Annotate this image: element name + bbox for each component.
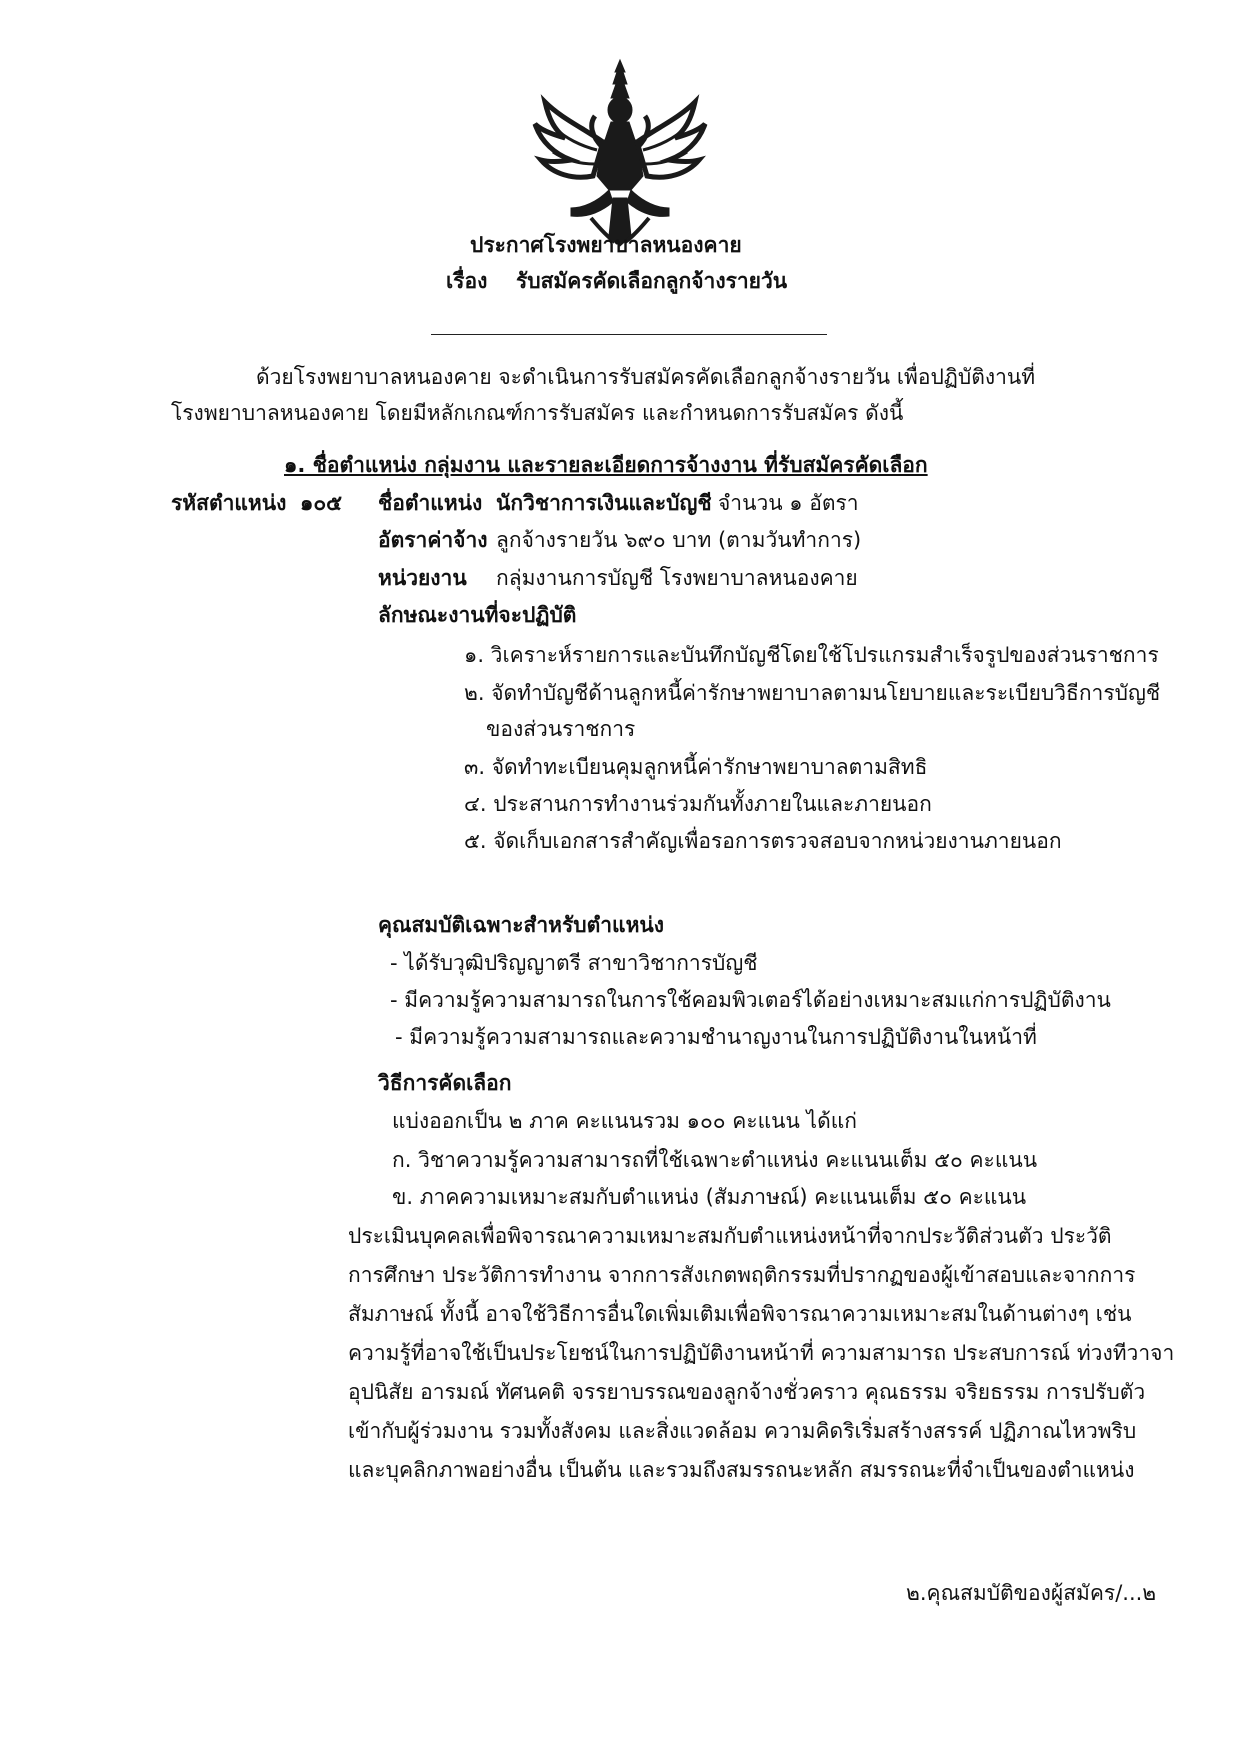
duty-item: ๓. จัดทำทะเบียนคุมลูกหนี้ค่ารักษาพยาบาลตามสิทธิ — [464, 755, 928, 779]
duties-label: ลักษณะงานที่จะปฏิบัติ — [378, 603, 577, 627]
wage-value: ลูกจ้างรายวัน ๖๙๐ บาท (ตามวันทำการ) — [496, 528, 862, 552]
section-1-heading: ๑. ชื่อตำแหน่ง กลุ่มงาน และรายละเอียดการจ้างงาน ที่รับสมัครคัดเลือก — [284, 453, 928, 477]
selection-paragraph-line: สัมภาษณ์ ทั้งนี้ อาจใช้วิธีการอื่นใดเพิ่มเติมเพื่อพิจารณาความเหมาะสมในด้านต่างๆ เช่น — [348, 1302, 1132, 1326]
selection-paragraph-line: เข้ากับผู้ร่วมงาน รวมทั้งสังคม และสิ่งแวดล้อม ความคิดริเริ่มสร้างสรรค์ ปฏิภาณไหวพริบ — [348, 1419, 1137, 1443]
selection-paragraph-line: การศึกษา ประวัติการทำงาน จากการสังเกตพฤติกรรมที่ปรากฏของผู้เข้าสอบและจากการ — [348, 1263, 1136, 1287]
selection-paragraph-line: ความรู้ที่อาจใช้เป็นประโยชน์ในการปฏิบัติงานหน้าที่ ความสามารถ ประสบการณ์ ท่วงทีวาจา — [348, 1341, 1175, 1365]
selection-paragraph-line: และบุคลิกภาพอย่างอื่น เป็นต้น และรวมถึงสมรรถนะหลัก สมรรถนะที่จำเป็นของตำแหน่ง — [348, 1458, 1135, 1482]
unit-value: กลุ่มงานการบัญชี โรงพยาบาลหนองคาย — [496, 566, 858, 590]
selection-heading: วิธีการคัดเลือก — [378, 1071, 512, 1095]
duty-item-continued: ของส่วนราชการ — [486, 717, 636, 741]
duty-item: ๕. จัดเก็บเอกสารสำคัญเพื่อรอการตรวจสอบจากหน่วยงานภายนอก — [464, 829, 1062, 853]
position-name-label: ชื่อตำแหน่ง — [378, 491, 483, 515]
selection-line: ก. วิชาความรู้ความสามารถที่ใช้เฉพาะตำแหน่ง คะแนนเต็ม ๕๐ คะแนน — [392, 1148, 1038, 1172]
position-code-label: รหัสตำแหน่ง — [171, 491, 287, 515]
qualification-item: - มีความรู้ความสามารถและความชำนาญงานในการปฏิบัติงานในหน้าที่ — [395, 1025, 1037, 1049]
selection-line: แบ่งออกเป็น ๒ ภาค คะแนนรวม ๑๐๐ คะแนน ได้แก่ — [392, 1109, 857, 1133]
wage-label: อัตราค่าจ้าง — [378, 528, 488, 552]
continuation-note: ๒.คุณสมบัติของผู้สมัคร/...๒ — [906, 1581, 1157, 1605]
intro-line-2: โรงพยาบาลหนองคาย โดยมีหลักเกณฑ์การรับสมัคร และกำหนดการรับสมัคร ดังนี้ — [171, 401, 904, 425]
selection-paragraph-line: อุปนิสัย อารมณ์ ทัศนคติ จรรยาบรรณของลูกจ้างชั่วคราว คุณธรรม จริยธรรม การปรับตัว — [348, 1380, 1146, 1404]
announcement-title: ประกาศโรงพยาบาลหนองคาย — [470, 233, 742, 257]
garuda-emblem-icon — [531, 58, 709, 248]
subject-label: เรื่อง — [446, 269, 488, 293]
duty-item: ๒. จัดทำบัญชีด้านลูกหนี้ค่ารักษาพยาบาลตามนโยบายและระเบียบวิธีการบัญชี — [464, 681, 1161, 705]
selection-paragraph-line: ประเมินบุคคลเพื่อพิจารณาความเหมาะสมกับตำแหน่งหน้าที่จากประวัติส่วนตัว ประวัติ — [348, 1224, 1112, 1248]
duty-item: ๔. ประสานการทำงานร่วมกันทั้งภายในและภายนอก — [464, 792, 932, 816]
unit-label: หน่วยงาน — [378, 566, 467, 590]
position-quota: จำนวน ๑ อัตรา — [718, 491, 859, 515]
qualification-item: - มีความรู้ความสามารถในการใช้คอมพิวเตอร์ได้อย่างเหมาะสมแก่การปฏิบัติงาน — [390, 988, 1111, 1012]
intro-line-1: ด้วยโรงพยาบาลหนองคาย จะดำเนินการรับสมัครคัดเลือกลูกจ้างรายวัน เพื่อปฏิบัติงานที่ — [256, 365, 1036, 389]
qualifications-heading: คุณสมบัติเฉพาะสำหรับตำแหน่ง — [378, 913, 665, 937]
selection-line: ข. ภาคความเหมาะสมกับตำแหน่ง (สัมภาษณ์) คะแนนเต็ม ๕๐ คะแนน — [392, 1185, 1027, 1209]
subject-text: รับสมัครคัดเลือกลูกจ้างรายวัน — [516, 269, 788, 293]
position-code: ๑๐๕ — [300, 491, 343, 515]
title-divider — [431, 334, 827, 335]
position-name: นักวิชาการเงินและบัญชี — [496, 491, 712, 515]
qualification-item: - ได้รับวุฒิปริญญาตรี สาขาวิชาการบัญชี — [390, 951, 758, 975]
duty-item: ๑. วิเคราะห์รายการและบันทึกบัญชีโดยใช้โปรแกรมสำเร็จรูปของส่วนราชการ — [464, 643, 1159, 667]
